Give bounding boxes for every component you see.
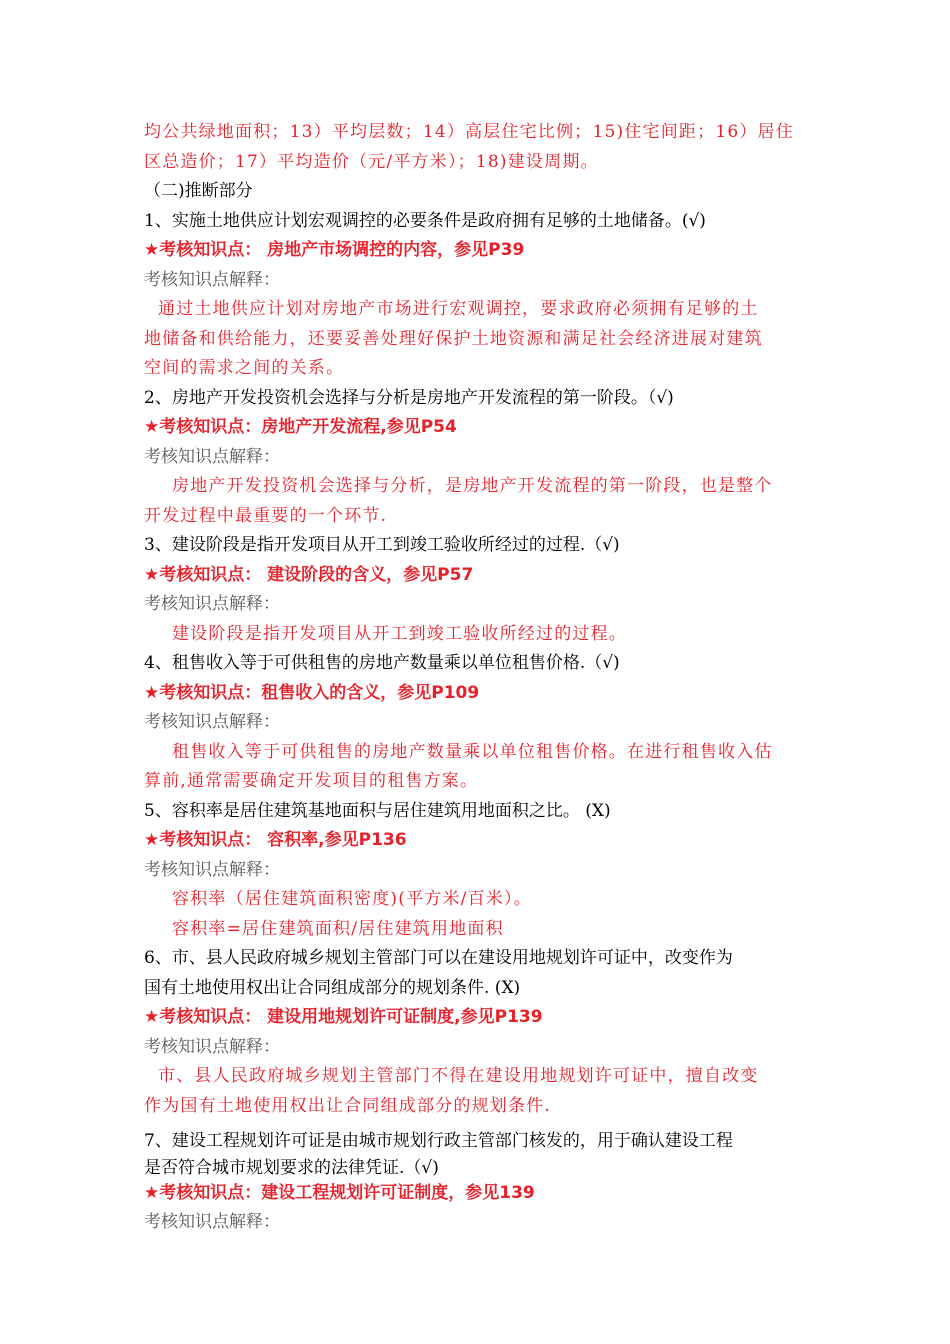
- intro-line-1: 均公共绿地面积；13）平均层数；14）高层住宅比例；15)住宅间距；16）居住: [144, 122, 794, 142]
- document-page: [144, 118, 808, 1238]
- explain-1-line-3: 空间的需求之间的关系。: [144, 358, 345, 378]
- explain-2-line-1: 房地产开发投资机会选择与分析，是房地产开发流程的第一阶段，也是整个: [172, 476, 773, 496]
- explain-label-2: 考核知识点解释：: [144, 446, 280, 467]
- question-7-line-1: 7、建设工程规划许可证是由城市规划行政主管部门核发的，用于确认建设工程: [144, 1131, 733, 1151]
- explain-label-3: 考核知识点解释：: [144, 594, 280, 614]
- knowledge-point-4: ★考核知识点：租售收入的含义，参见P109: [144, 682, 480, 703]
- question-1: 1、实施土地供应计划宏观调控的必要条件是政府拥有足够的土地储备。(√): [144, 210, 706, 231]
- knowledge-point-2: ★考核知识点：房地产开发流程,参见P54: [144, 417, 457, 437]
- explain-1-line-1: 通过土地供应计划对房地产市场进行宏观调控，要求政府必须拥有足够的土: [158, 299, 759, 319]
- explain-4-line-1: 租售收入等于可供租售的房地产数量乘以单位租售价格。在进行租售收入估: [172, 741, 773, 762]
- explain-4-line-2: 算前,通常需要确定开发项目的租售方案。: [144, 771, 479, 791]
- explain-label-4: 考核知识点解释：: [144, 712, 280, 732]
- knowledge-point-6: ★考核知识点： 建设用地规划许可证制度,参见P139: [144, 1007, 543, 1027]
- question-5: 5、容积率是居住建筑基地面积与居住建筑用地面积之比。 (X): [144, 800, 611, 821]
- question-3: 3、建设阶段是指开发项目从开工到竣工验收所经过的过程.（√): [144, 535, 620, 555]
- intro-line-2: 区总造价；17）平均造价（元/平方米）；18)建设周期。: [144, 151, 599, 172]
- knowledge-point-1: ★考核知识点： 房地产市场调控的内容，参见P39: [144, 240, 525, 260]
- question-2: 2、房地产开发投资机会选择与分析是房地产开发流程的第一阶段。（√): [144, 387, 674, 408]
- knowledge-point-7: ★考核知识点：建设工程规划许可证制度，参见139: [144, 1182, 535, 1203]
- explain-label-1: 考核知识点解释：: [144, 269, 280, 290]
- explain-label-6: 考核知识点解释：: [144, 1036, 280, 1057]
- explain-3-line-1: 建设阶段是指开发项目从开工到竣工验收所经过的过程。: [172, 623, 627, 644]
- explain-1-line-2: 地储备和供给能力，还要妥善处理好保护土地资源和满足社会经济进展对建筑: [144, 328, 763, 349]
- question-6-line-2: 国有土地使用权出让合同组成部分的规划条件. (X): [144, 977, 521, 998]
- explain-label-7: 考核知识点解释：: [144, 1212, 280, 1232]
- section-title: （二)推断部分: [144, 181, 253, 201]
- explain-5-line-2: 容积率=居住建筑面积/居住建筑用地面积: [172, 918, 504, 939]
- knowledge-point-5: ★考核知识点： 容积率,参见P136: [144, 830, 407, 850]
- explain-2-line-2: 开发过程中最重要的一个环节.: [144, 505, 388, 526]
- question-6-line-1: 6、市、县人民政府城乡规划主管部门可以在建设用地规划许可证中，改变作为: [144, 948, 733, 968]
- explain-6-line-2: 作为国有土地使用权出让合同组成部分的规划条件.: [144, 1095, 552, 1116]
- question-4: 4、租售收入等于可供租售的房地产数量乘以单位租售价格.（√): [144, 653, 620, 673]
- question-7-line-2: 是否符合城市规划要求的法律凭证.（√): [144, 1157, 439, 1178]
- explain-5-line-1: 容积率（居住建筑面积密度)(平方米/百米）。: [172, 889, 532, 909]
- explain-6-line-1: 市、县人民政府城乡规划主管部门不得在建设用地规划许可证中，擅自改变: [158, 1066, 759, 1086]
- knowledge-point-3: ★考核知识点： 建设阶段的含义，参见P57: [144, 564, 474, 585]
- explain-label-5: 考核知识点解释：: [144, 859, 280, 880]
